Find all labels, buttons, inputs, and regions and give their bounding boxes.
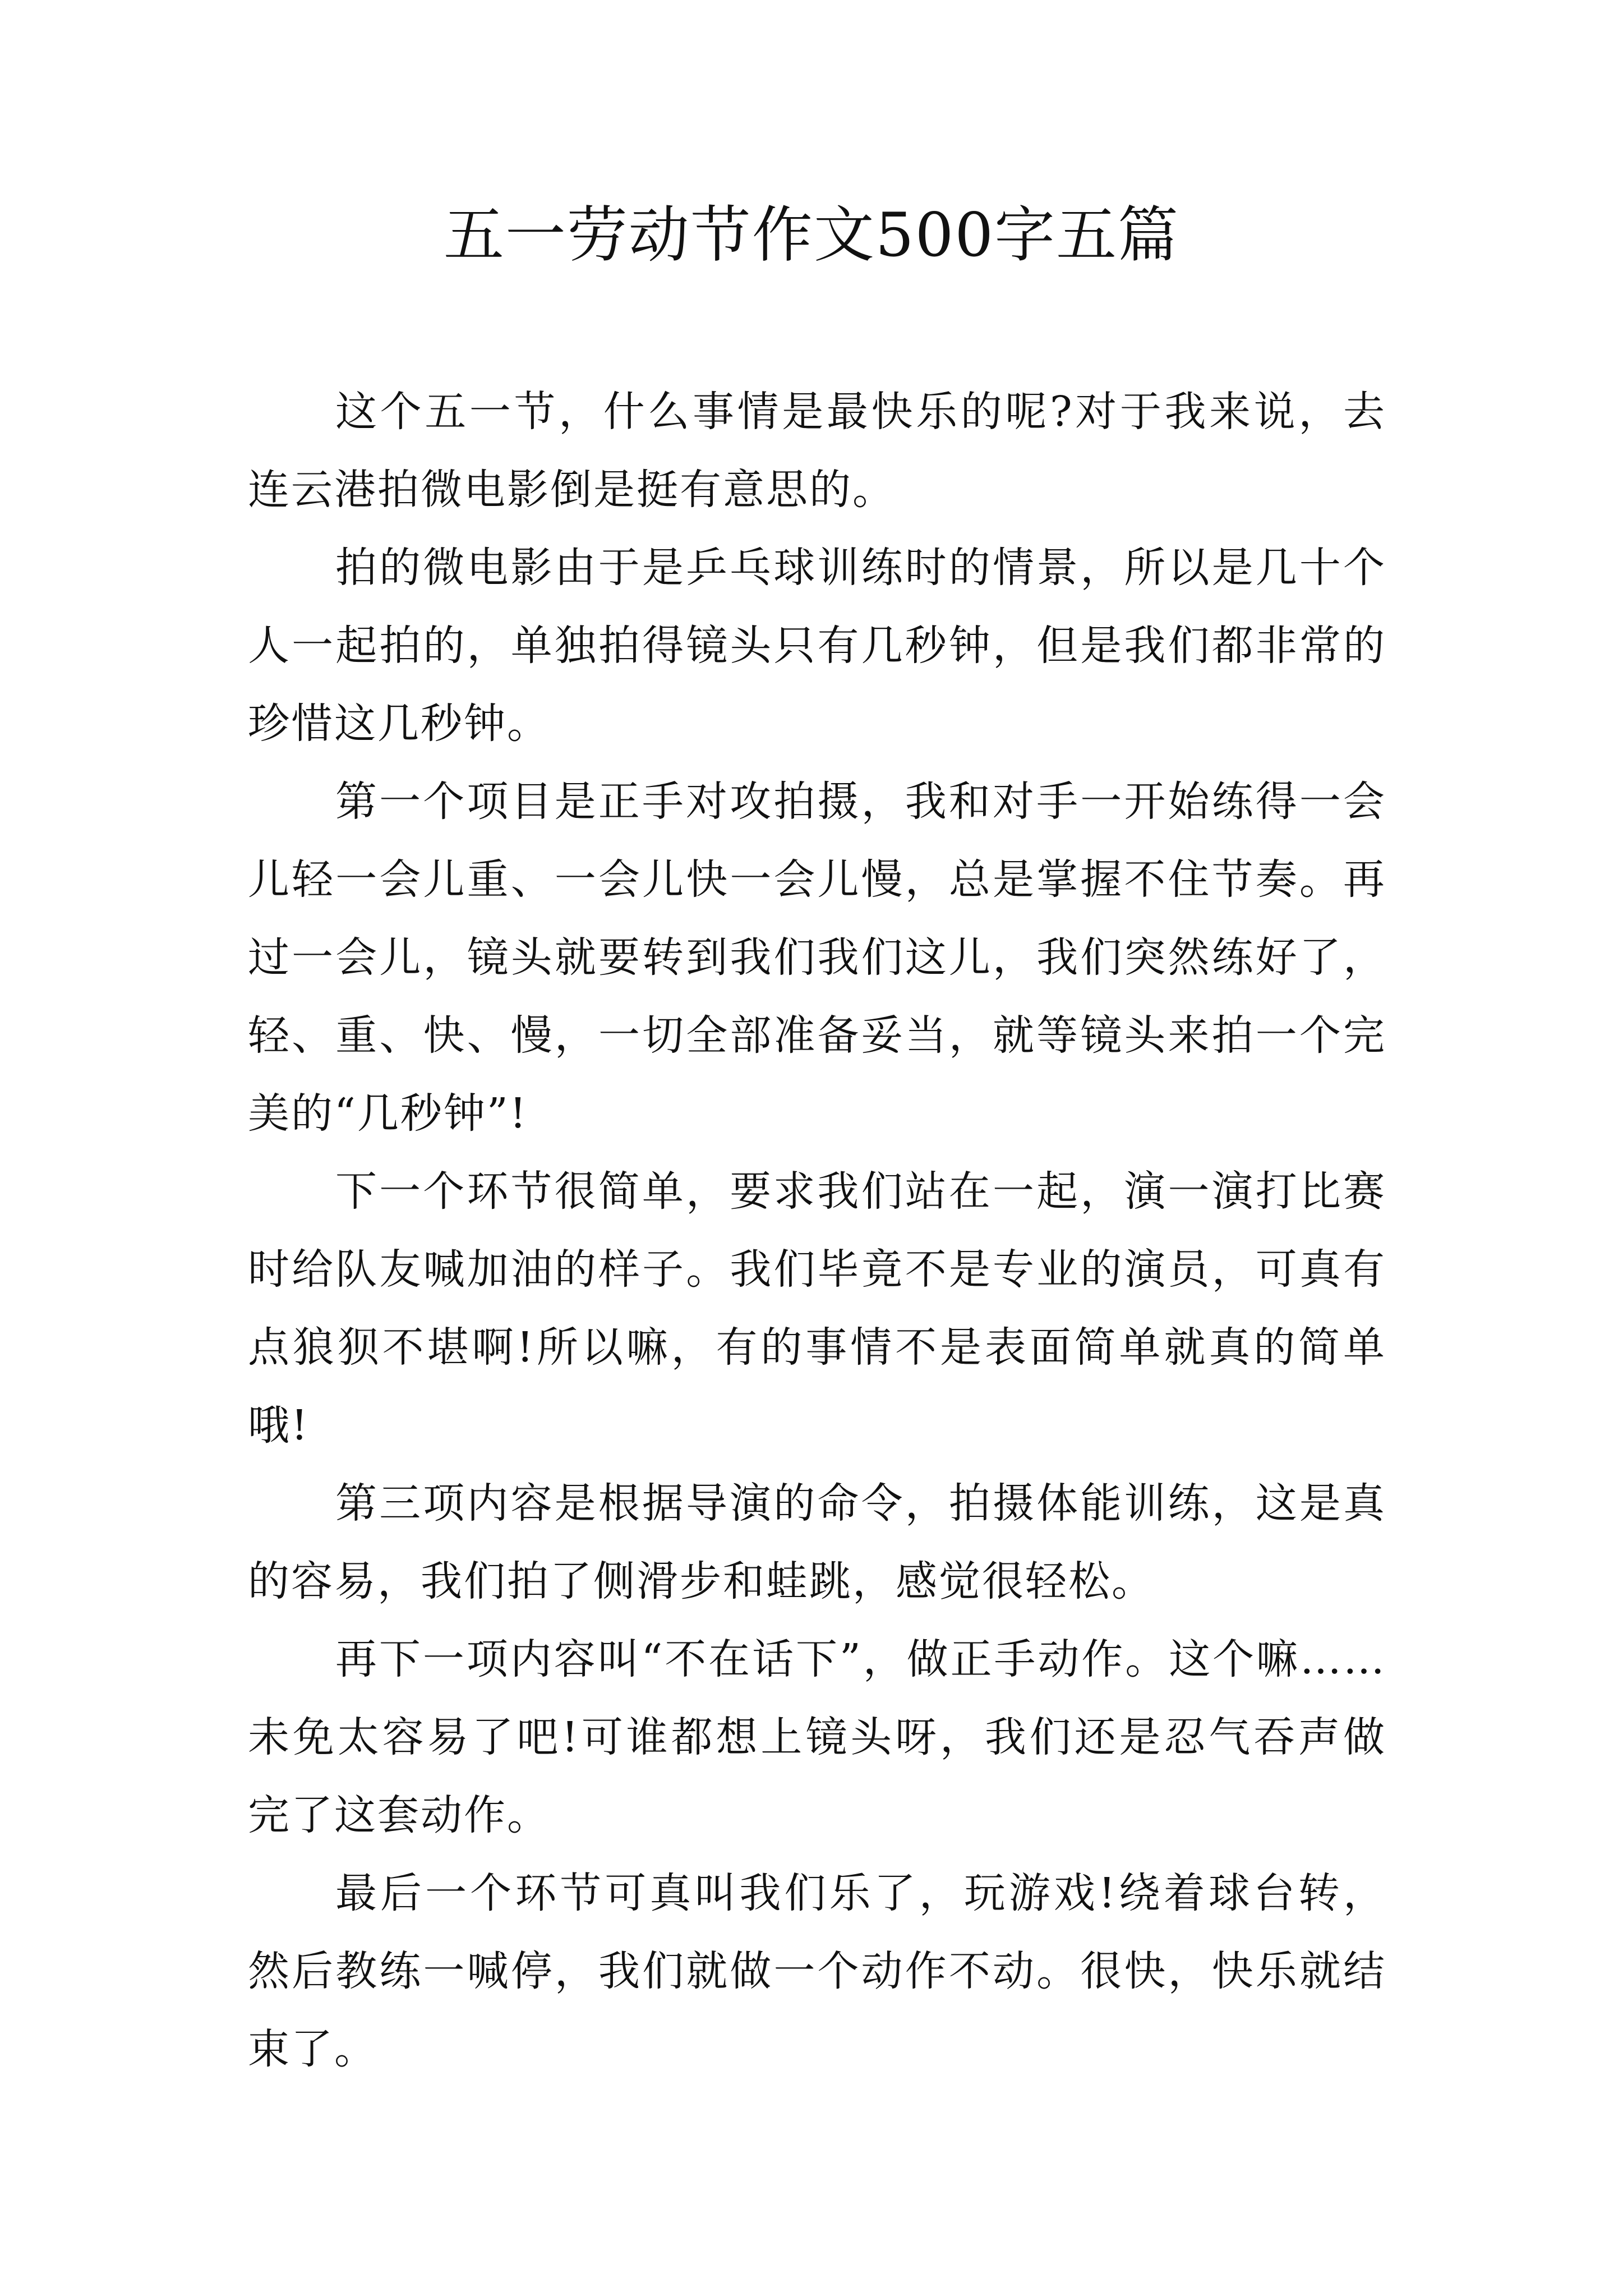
paragraph: 这个五一节，什么事情是最快乐的呢?对于我来说，去连云港拍微电影倒是挺有意思的。: [248, 388, 1386, 514]
document-body: [248, 373, 1386, 2088]
paragraph: 下一个环节很简单，要求我们站在一起，演一演打比赛时给队友喊加油的样子。我们毕竟不是专业的演员，可真有点狼狈不堪啊!所以嘛，有的事情不是表面简单就真的简单哦!: [248, 1167, 1386, 1450]
paragraph: 第一个项目是正手对攻拍摄，我和对手一开始练得一会儿轻一会儿重、一会儿快一会儿慢，总是掌握不住节奏。再过一会儿，镜头就要转到我们我们这儿，我们突然练好了，轻、重、快、慢，一切全部准备妥当，就等镜头来拍一个完美的“几秒钟”!: [248, 777, 1386, 1138]
paragraph: 再下一项内容叫“不在话下”，做正手动作。这个嘛……未免太容易了吧!可谁都想上镜头呀，我们还是忍气吞声做完了这套动作。: [248, 1635, 1386, 1839]
paragraph: 最后一个环节可真叫我们乐了，玩游戏!绕着球台转，然后教练一喊停，我们就做一个动作不动。很快，快乐就结束了。: [248, 1869, 1386, 2073]
paragraph: 拍的微电影由于是乒乓球训练时的情景，所以是几十个人一起拍的，单独拍得镜头只有几秒钟，但是我们都非常的珍惜这几秒钟。: [248, 544, 1386, 748]
paragraph: 第三项内容是根据导演的命令，拍摄体能训练，这是真的容易，我们拍了侧滑步和蛙跳，感觉很轻松。: [248, 1479, 1386, 1605]
document-title: 五一劳动节作文500字五篇: [443, 200, 1180, 270]
